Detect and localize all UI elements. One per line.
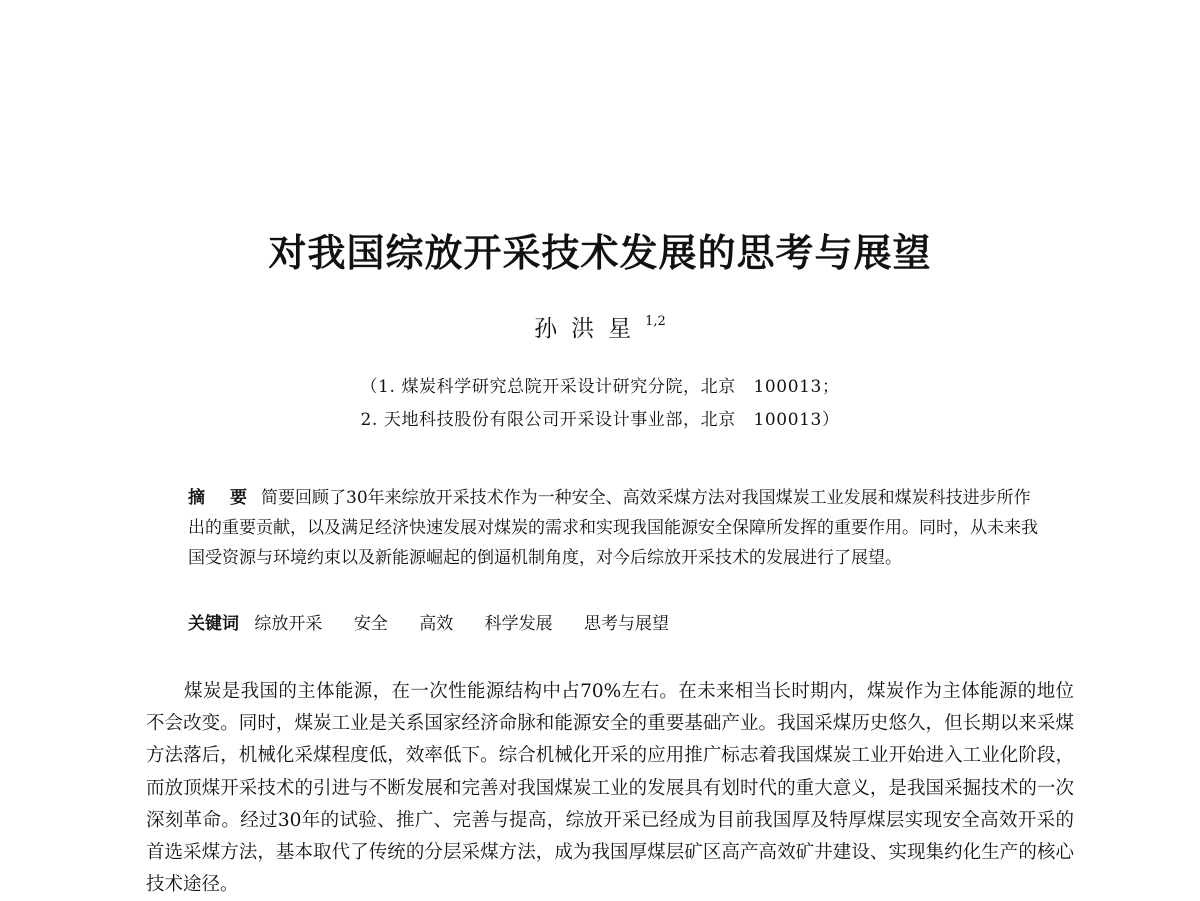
abstract-text: 简要回顾了30年来综放开采技术作为一种安全、高效采煤方法对我国煤炭工业发展和煤炭科技进步所作出的重要贡献，以及满足经济快速发展对煤炭的需求和实现我国能源安全保障所发挥的重要作用。同时，从未来我国受资源与环境约束以及新能源崛起的倒逼机制角度，对今后综放开采技术的发展进行了展望。: [188, 488, 1038, 568]
affiliation-2: 2. 天地科技股份有限公司开采设计事业部，北京 100013）: [360, 410, 840, 430]
keyword: 安全: [353, 614, 388, 634]
keyword: 综放开采: [254, 614, 323, 634]
affiliation-1: （1. 煤炭科学研究总院开采设计研究分院，北京 100013；: [360, 377, 840, 397]
keyword: 高效: [419, 614, 454, 634]
keywords-label: 关键词: [188, 614, 239, 634]
body-paragraph: 煤炭是我国的主体能源，在一次性能源结构中占70%左右。在未来相当长时期内，煤炭作为主体能源的地位不会改变。同时，煤炭工业是关系国家经济命脉和能源安全的重要基础产业。我国采煤历史悠久，但长期以来采煤方法落后，机械化采煤程度低，效率低下。综合机械化开采的应用推广标志着我国煤炭工业开始进入工业化阶段，而放顶煤开采技术的引进与不断发展和完善对我国煤炭工业的发展具有划时代的重大意义，是我国采掘技术的一次深刻革命。经过30年的试验、推广、完善与提高，综放开采已经成为目前我国厚及特厚煤层实现安全高效开采的首选采煤方法，基本取代了传统的分层采煤方法，成为我国厚煤层矿区高产高效矿井建设、实现集约化生产的核心技术途径。: [146, 681, 1074, 896]
keyword: 科学发展: [484, 614, 553, 634]
abstract-label: 摘 要: [188, 488, 251, 508]
keywords: [188, 609, 1038, 634]
author-affiliation-marks: 1,2: [645, 314, 666, 329]
abstract: [188, 483, 1038, 573]
author-name: 孙洪星: [534, 316, 646, 342]
keyword: 思考与展望: [584, 614, 670, 634]
author-line: [0, 310, 1200, 343]
paper-title: 对我国综放开采技术发展的思考与展望: [268, 231, 932, 275]
